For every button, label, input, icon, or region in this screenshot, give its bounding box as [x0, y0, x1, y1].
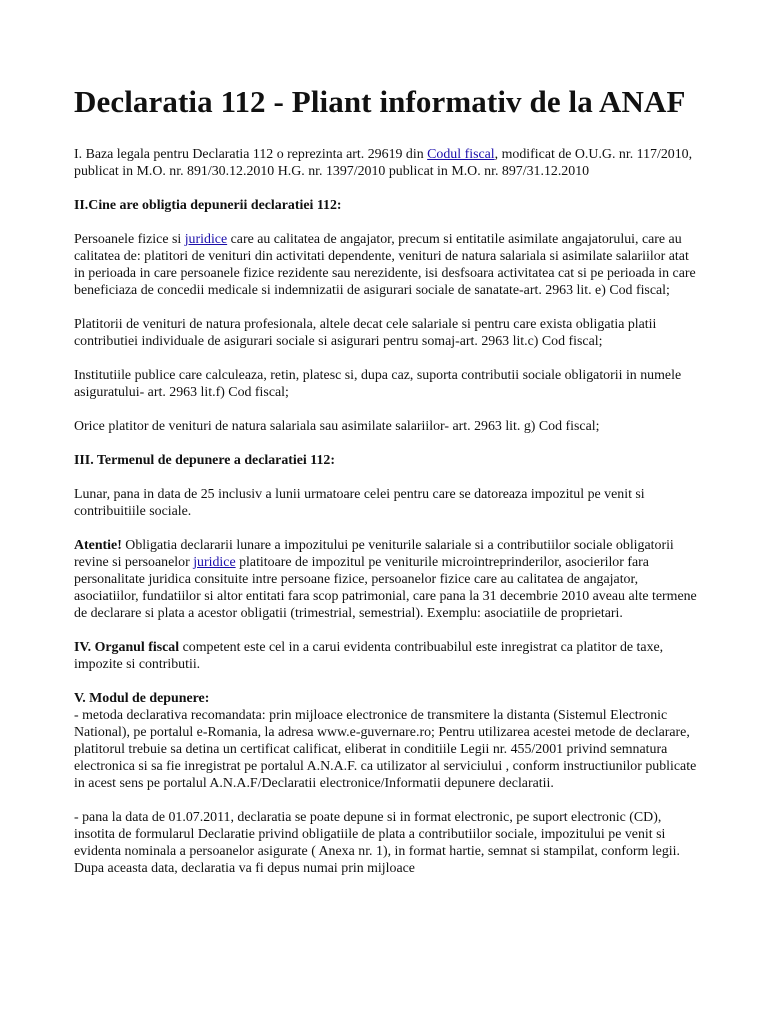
- text: platitoare de impozitul pe veniturile microintreprinderilor, asocierilor fara personalitate juridica consituite intre persoane fizice, persoanelor fizice care au calitatea de angajator, asociatiilor, fundatiilor si altor entitati fara scop patrimonial, care pana la 31 decembrie 2010 aveau alte termene de declarare si plata a acestor obligatii (trimestrial, semestrial). Exemplu: asociatiile de proprietari.: [74, 555, 697, 621]
- section-heading-deadline: III. Termenul de depunere a declaratiei 112:: [74, 453, 335, 468]
- text: I. Baza legala pentru Declaratia 112 o reprezinta art. 29619 din: [74, 147, 428, 162]
- paragraph-salary-payers: Orice platitor de venituri de natura salariala sau asimilate salariilor- art. 2963 lit. g) Cod fiscal;: [74, 419, 600, 434]
- section-heading-submission: V. Modul de depunere:: [74, 691, 210, 706]
- paragraph-fiscal-organ: [74, 639, 698, 673]
- paragraph-professional-payers: Platitorii de venituri de natura profesionala, altele decat cele salariale si pentru care exista obligatia platii contributiei individuale de asigurari sociale si asigurari pentru somaj-art. 2963 lit.c) Cod fiscal;: [74, 317, 657, 349]
- text: competent este cel in a carui evidenta contribuabilul este inregistrat ca platitor de taxe, impozite si contributii.: [74, 640, 664, 672]
- text: - metoda declarativa recomandata: prin mijloace electronice de transmitere la distanta (Sistemul Electronic National), pe portalul e-Romania, la adresa www.e-guvernare.ro; Pentru utilizarea acestei metode de declarare, platitorul trebuie sa detina un certificat calificat, eliberat in conditiile Legii nr. 455/2001 privind semnatura electronica si sa fie inregistrat pe portalul A.N.A.F. ca utilizator al serviciului , conform instructiunilor publicate in acest sens pe portalul A.N.A.F/Declaratii electronice/Informatii depunere declaratii.: [74, 708, 697, 791]
- juridice-link-2[interactable]: juridice: [193, 555, 236, 570]
- paragraph-attention: [74, 537, 698, 622]
- text: Obligatia declararii lunare a impozitului pe veniturile salariale si a contributiilor sociale obligatorii revine si persoanelor: [74, 538, 674, 570]
- section-heading-who: II.Cine are obligtia depunerii declaratiei 112:: [74, 198, 342, 213]
- paragraph-submission: [74, 690, 698, 792]
- paragraph-cd-format: - pana la data de 01.07.2011, declaratia se poate depune si in format electronic, pe suport electronic (CD), insotita de formularul Declaratie privind obligatiile de plata a contributiilor sociale, impozitului pe venit si evidenta nominala a persoanelor asigurate ( Anexa nr. 1), in format hartie, semnat si stampilat, conform legii. Dupa aceasta data, declaratia va fi depus numai prin mijloace: [74, 810, 680, 876]
- paragraph-employers: [74, 231, 698, 299]
- juridice-link[interactable]: juridice: [184, 232, 228, 247]
- text: care au calitatea de angajator, precum si entitatile asimilate angajatorului, care au calitatea de: platitori de venituri din activitati dependente, venituri de natura salariala si asimilate salariilor atat in perioada in care persoanele fizice rezidente sau nerezidente, isi desfsoara activitatea cat si pe perioada in care beneficiaza de concedii medicale si indemnizatii de asigurari sociale de sanatate-art. 2963 lit. e) Cod fiscal;: [74, 232, 696, 298]
- attention-label: Atentie!: [74, 538, 122, 553]
- section-heading-fiscal-organ: IV. Organul fiscal: [74, 640, 180, 655]
- codul-fiscal-link[interactable]: Codul fiscal: [427, 147, 495, 162]
- text: Persoanele fizice si: [74, 232, 185, 247]
- paragraph-public-institutions: Institutiile publice care calculeaza, retin, platesc si, dupa caz, suporta contributii sociale obligatorii in numele asiguratului- art. 2963 lit.f) Cod fiscal;: [74, 368, 682, 400]
- page-title: Declaratia 112 - Pliant informativ de la ANAF: [74, 84, 686, 119]
- paragraph-legal-basis: [74, 146, 698, 180]
- paragraph-monthly: Lunar, pana in data de 25 inclusiv a lunii urmatoare celei pentru care se datoreaza impozitul pe venit si contribuitiile sociale.: [74, 487, 645, 519]
- text: , modificat de O.U.G. nr. 117/2010, publicat in M.O. nr. 891/30.12.2010 H.G. nr. 1397/2010 publicat in M.O. nr. 897/31.12.2010: [74, 147, 693, 179]
